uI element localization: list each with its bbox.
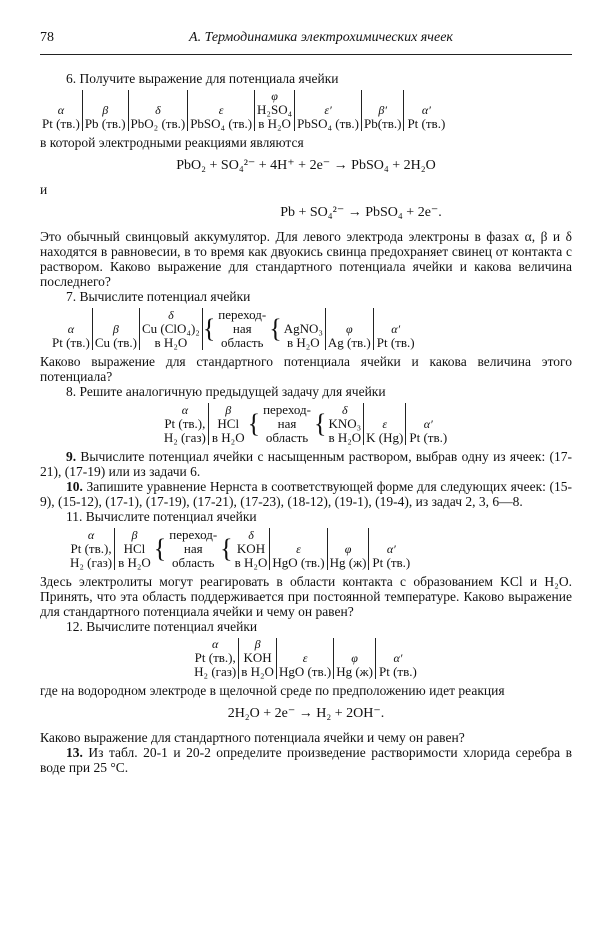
- problem-7-intro: 7. Вычислите потенциал ячейки: [66, 289, 251, 304]
- and-word: и: [40, 182, 48, 197]
- equation-1: PbO₂ + SO₄²⁻ + 4H⁺ + 2e⁻ → PbSO₄ + 2H₂O: [176, 158, 436, 173]
- problem-6-intro: 6. Получите выражение для потенциала ячейки: [66, 71, 339, 86]
- problem-9: 9. Вычислите потенциал ячейки с насыщенным раствором, выбрав одну из ячеек: (17-21), (17-19) или из задачи 6.: [40, 449, 572, 479]
- page-number: 78: [40, 30, 54, 45]
- cell-diagram-8: α Pt (тв.), H₂ (газ) β HCl в H₂O { переход- ная область { δ KNO₃ в H₂O ε K (Hg) α′ Pt (тв.): [163, 402, 448, 445]
- problem-11-intro: 11. Вычислите потенциал ячейки: [66, 509, 257, 524]
- problem-8-intro: 8. Решите аналогичную предыдущей задачу для ячейки: [66, 384, 386, 399]
- problem-10: 10. Запишите уравнение Нернста в соответствующей форме для следующих ячеек: (15-9), (15-12), (17-1), (17-19), (17-21), (17-23), (18-12), (19-1), (19-4), из задач 2, 3, 6—8.: [40, 479, 573, 509]
- page-header: [40, 30, 572, 55]
- cell-diagram-7: α Pt (тв.) β Cu (тв.) δ Cu (ClO₄)₂ в H₂O { переход- ная область { AgNO₃ в H₂O φ Ag (тв.) α′ Pt (тв.): [52, 307, 415, 350]
- problem-12-text-1: где на водородном электроде в щелочной среде по предположению идет реакция: [40, 683, 505, 698]
- cell-diagram-12: α Pt (тв.), H₂ (газ) β KOH в H₂O ε HgO (тв.) φ Hg (ж) α′ Pt (тв.): [194, 637, 417, 679]
- problem-6-text: Это обычный свинцовый аккумулятор. Для левого электрода электроны в фазах α, β и δ находятся в равновесии, в то время как двуокись свинца предохраняет свинец от контакта с раствором. Каково выражение для стандартного потенциала ячейки и какова величина последнего?: [40, 229, 572, 289]
- problem-7-text: Каково выражение для стандартного потенциала ячейки и какова величина этого потенциала?: [40, 354, 572, 384]
- cell-diagram-6: α Pt (тв.) β Pb (тв.) δ PbO₂ (тв.) ε PbSO₄ (тв.) φ H₂SO₄ в H₂O ε′ PbSO₄ (тв.) β′ Pb(тв.) α′ Pt (тв.): [42, 89, 446, 131]
- equation-3: 2H₂O + 2e⁻ → H₂ + 2OH⁻.: [227, 706, 385, 721]
- problem-6-reactions-intro: в которой электродными реакциями являются: [40, 135, 304, 150]
- equation-2: Pb + SO₄²⁻ → PbSO₄ + 2e⁻.: [280, 205, 442, 220]
- running-title: А. Термодинамика электрохимических ячеек: [189, 30, 453, 45]
- problem-11-text: Здесь электролиты могут реагировать в области контакта с образованием KCl и H₂O. Принять, что эта область поддерживается при постоянной температуре. Каково выражение для стандартного потенциала ячейки и чему он равен?: [40, 574, 572, 619]
- problem-12-intro: 12. Вычислите потенциал ячейки: [66, 619, 258, 634]
- problem-13: 13. Из табл. 20-1 и 20-2 определите произведение растворимости хлорида серебра в воде при 25 °C.: [40, 745, 573, 775]
- problem-12-text-2: Каково выражение для стандартного потенциала ячейки и чему он равен?: [40, 730, 465, 745]
- page: [40, 30, 572, 775]
- cell-diagram-11: α Pt (тв.), H₂ (газ) β HCl в H₂O { переход- ная область { δ KOH в H₂O ε HgO (тв.) φ Hg (ж) α′ Pt (тв.): [70, 527, 411, 570]
